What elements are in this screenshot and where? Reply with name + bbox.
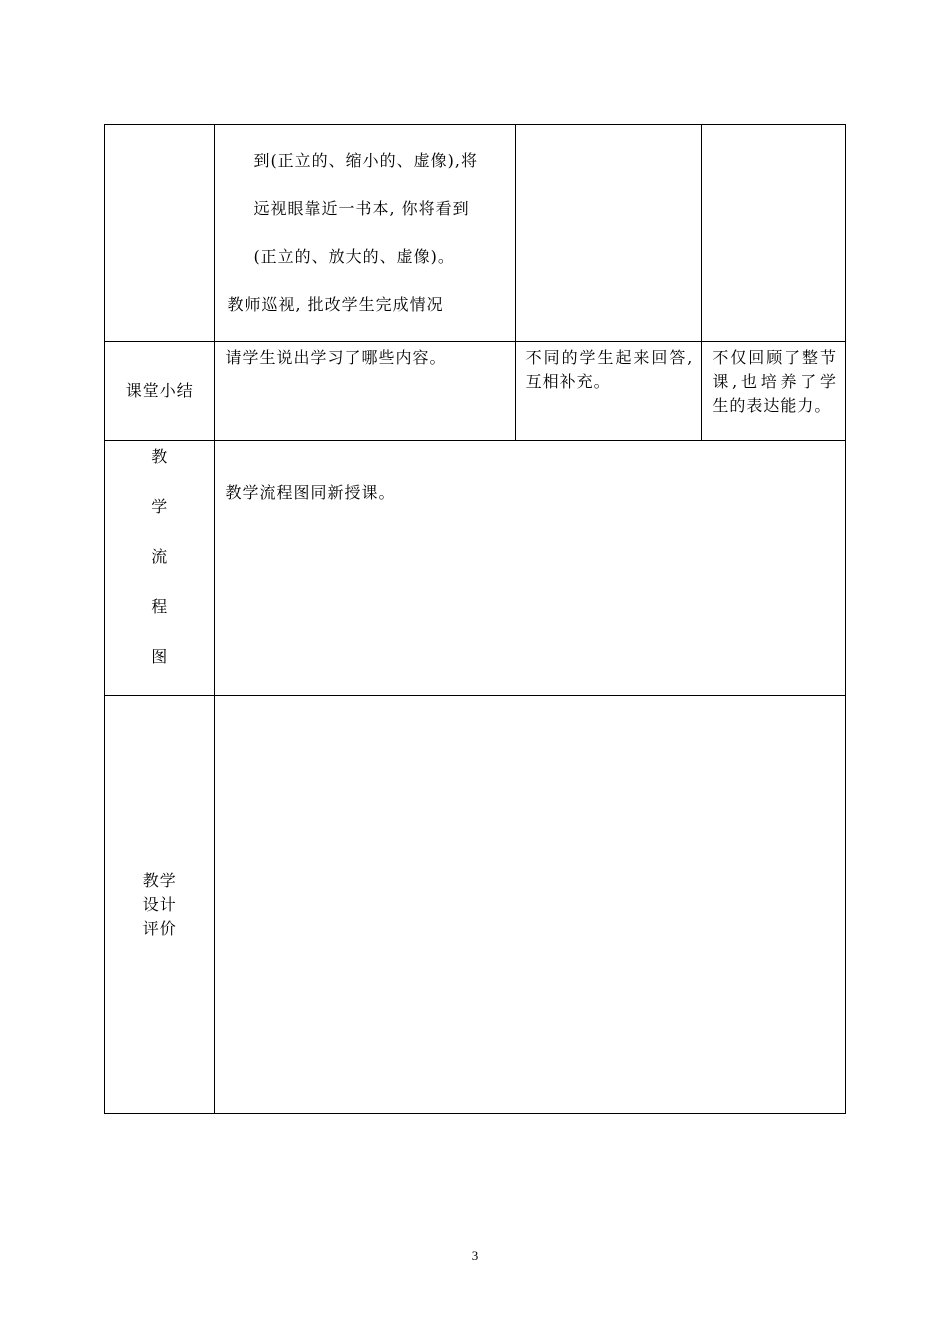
content-line: (正立的、放大的、虚像)。 (253, 247, 455, 266)
evaluation-content-cell (215, 696, 846, 1114)
content-cell (215, 125, 515, 342)
label-line: 评价 (142, 918, 177, 938)
label-line: 设计 (142, 894, 177, 914)
label-char: 流 (151, 547, 169, 566)
table-row (105, 696, 846, 1114)
lesson-plan-table (104, 124, 846, 1114)
flowchart-content-cell (215, 441, 846, 696)
row-label-evaluation (105, 696, 215, 1114)
label-char: 教 (151, 447, 169, 466)
content-line: 远视眼靠近一书本, 你将看到 (253, 199, 470, 218)
label-char: 学 (151, 497, 169, 516)
content-line: 到(正立的、缩小的、虚像),将 (253, 151, 479, 170)
page-number: 3 (471, 1248, 479, 1263)
design-intent-text: 不仅回顾了整节课,也培养了学生的表达能力。 (712, 348, 837, 415)
design-intent-cell (702, 342, 846, 441)
flowchart-content: 教学流程图同新授课。 (225, 483, 396, 502)
table-row (105, 125, 846, 342)
design-intent-cell (702, 125, 846, 342)
student-activity-cell (515, 125, 702, 342)
label-char: 程 (151, 597, 169, 616)
row-label-cell (105, 125, 215, 342)
table-row (105, 441, 846, 696)
label-line: 教学 (142, 870, 177, 890)
row-label-summary: 课堂小结 (105, 342, 215, 441)
content-cell (215, 342, 515, 441)
label-char: 图 (151, 647, 169, 666)
row-label-flowchart (105, 441, 215, 696)
content-line: 教师巡视, 批改学生完成情况 (227, 295, 444, 314)
table-row (105, 342, 846, 441)
student-activity-text: 不同的学生起来回答, 互相补充。 (525, 348, 694, 391)
student-activity-cell (515, 342, 702, 441)
summary-content: 请学生说出学习了哪些内容。 (225, 348, 447, 367)
